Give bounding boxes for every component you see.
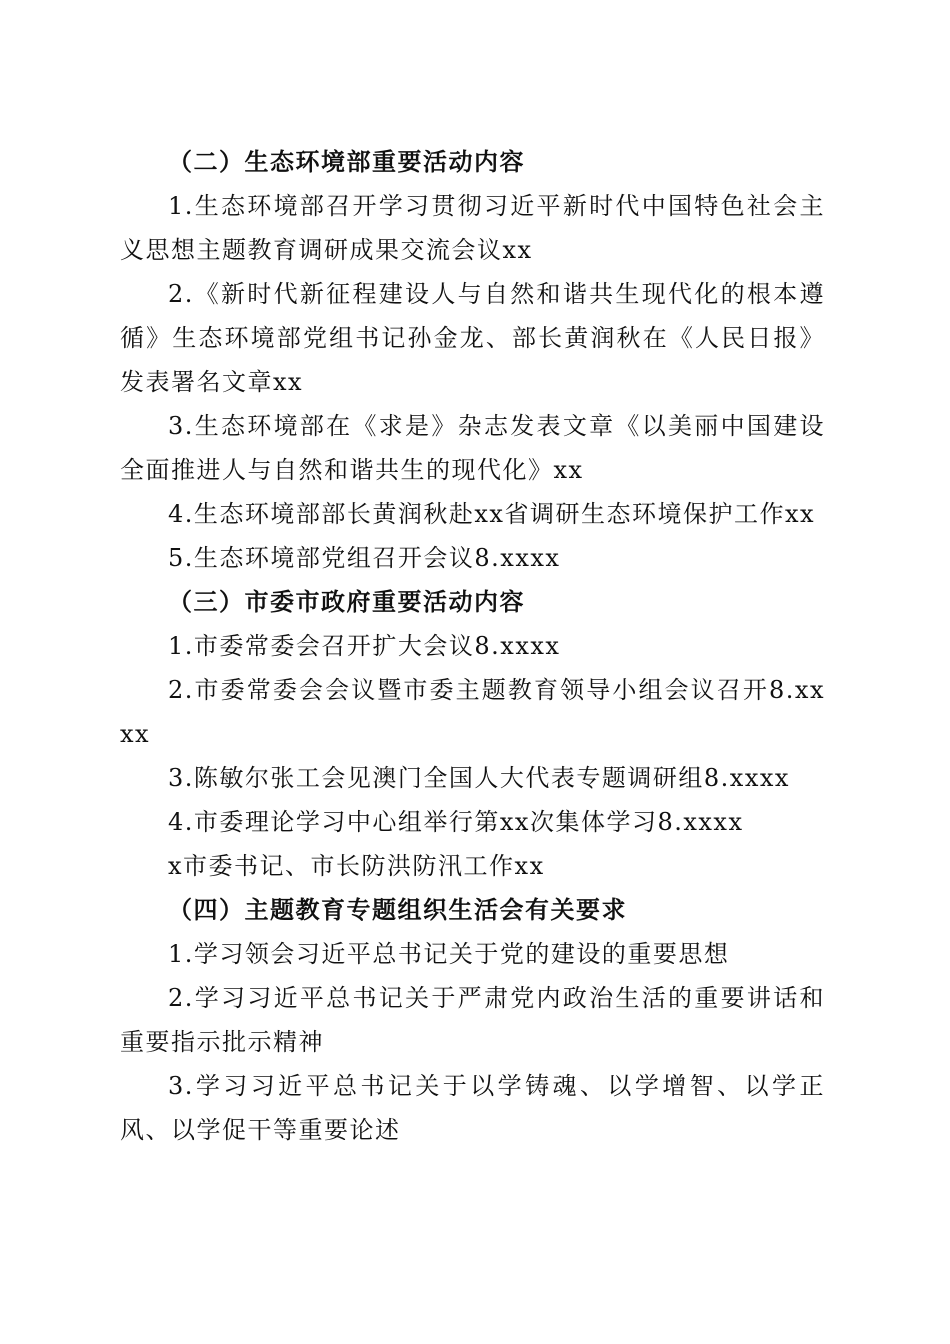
list-item: 1.生态环境部召开学习贯彻习近平新时代中国特色社会主义思想主题教育调研成果交流会议xx (120, 192, 825, 264)
list-item: 5.生态环境部党组召开会议8.xxxx (168, 544, 561, 572)
list-item: 2.市委常委会会议暨市委主题教育领导小组会议召开8.xxxx (120, 676, 825, 748)
section-heading-2: （二）生态环境部重要活动内容 (168, 147, 525, 176)
list-item: 3.学习习近平总书记关于以学铸魂、以学增智、以学正风、以学促干等重要论述 (120, 1072, 825, 1144)
list-item: 2.学习习近平总书记关于严肃党内政治生活的重要讲话和重要指示批示精神 (120, 984, 825, 1056)
document-body (120, 140, 825, 1152)
list-item: x市委书记、市长防洪防汛工作xx (168, 852, 545, 880)
list-item: 2.《新时代新征程建设人与自然和谐共生现代化的根本遵循》生态环境部党组书记孙金龙、部长黄润秋在《人民日报》发表署名文章xx (120, 280, 825, 396)
list-item: 3.生态环境部在《求是》杂志发表文章《以美丽中国建设全面推进人与自然和谐共生的现代化》xx (120, 412, 825, 484)
list-item: 4.市委理论学习中心组举行第xx次集体学习8.xxxx (168, 808, 744, 836)
section-heading-3: （三）市委市政府重要活动内容 (168, 587, 525, 616)
list-item: 1.学习领会习近平总书记关于党的建设的重要思想 (168, 940, 730, 968)
list-item: 1.市委常委会召开扩大会议8.xxxx (168, 632, 561, 660)
list-item: 4.生态环境部部长黄润秋赴xx省调研生态环境保护工作xx (168, 500, 816, 528)
section-heading-4: （四）主题教育专题组织生活会有关要求 (168, 895, 627, 924)
list-item: 3.陈敏尔张工会见澳门全国人大代表专题调研组8.xxxx (168, 764, 790, 792)
